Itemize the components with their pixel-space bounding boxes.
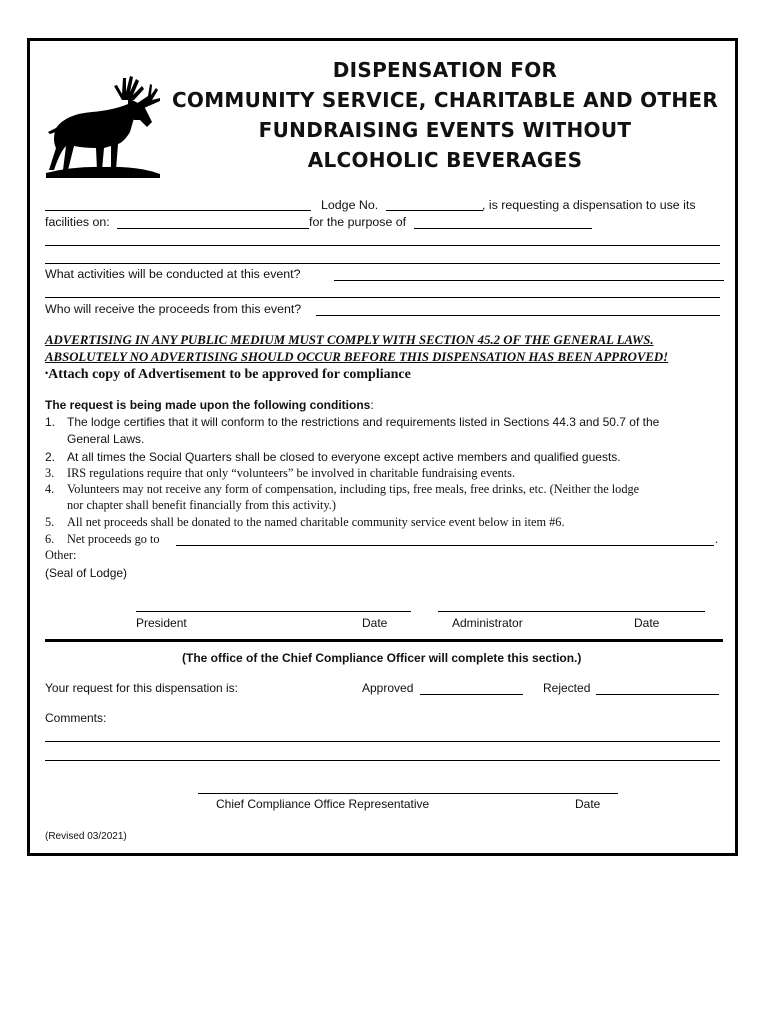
title-line-3: FUNDRAISING EVENTS WITHOUT xyxy=(258,118,632,142)
condition-text: Net proceeds go to xyxy=(67,532,160,546)
section-divider xyxy=(45,639,723,642)
facilities-label: facilities on: xyxy=(45,215,110,229)
condition-text: Volunteers may not receive any form of compensation, including tips, free meals, free drinks, etc. (Neither the lodge xyxy=(67,482,640,496)
condition-number: 2. xyxy=(45,450,56,464)
condition-item-3 xyxy=(45,466,515,481)
representative-signature-line[interactable] xyxy=(198,793,618,794)
net-proceeds-field[interactable] xyxy=(176,545,714,546)
lodge-no-label: Lodge No. xyxy=(321,198,379,212)
seal-label: (Seal of Lodge) xyxy=(45,566,128,580)
condition-text: All net proceeds shall be donated to the named charitable community service event below in item #6. xyxy=(67,515,565,529)
comments-line-2[interactable] xyxy=(45,760,720,761)
administrator-signature-line[interactable] xyxy=(438,611,705,612)
comments-line-1[interactable] xyxy=(45,741,720,742)
compliance-note: (The office of the Chief Compliance Officer will complete this section.) xyxy=(182,651,582,665)
representative-label: Chief Compliance Office Representative xyxy=(216,797,430,811)
administrator-label: Administrator xyxy=(452,616,523,630)
net-proceeds-period: . xyxy=(715,532,719,546)
conditions-heading-colon: : xyxy=(370,398,374,412)
purpose-line-1[interactable] xyxy=(45,245,720,246)
condition-number: 6. xyxy=(45,532,55,546)
condition-item-2 xyxy=(45,450,621,464)
condition-number: 3. xyxy=(45,466,55,480)
condition-text: IRS regulations require that only “volunteers” be involved in charitable fundraising events. xyxy=(67,466,516,480)
activities-field[interactable] xyxy=(334,280,724,281)
condition-text: The lodge certifies that it will conform to the restrictions and requirements listed in Sections 44.3 and 50.7 of the xyxy=(67,415,660,429)
proceeds-label: Who will receive the proceeds from this event? xyxy=(45,302,302,316)
facilities-date-field[interactable] xyxy=(117,228,309,229)
rejected-field[interactable] xyxy=(596,694,719,695)
condition-item-5 xyxy=(45,515,565,530)
activities-line-2[interactable] xyxy=(45,297,720,298)
conditions-heading xyxy=(45,398,374,412)
purpose-field[interactable] xyxy=(414,228,592,229)
condition-item-4-cont: nor chapter shall benefit financially from this activity.) xyxy=(67,498,336,512)
president-signature-line[interactable] xyxy=(136,611,411,612)
lodge-name-field[interactable] xyxy=(45,210,311,211)
approved-field[interactable] xyxy=(420,694,523,695)
president-date-label: Date xyxy=(362,616,388,630)
attach-text: Attach copy of Advertisement to be approved for compliance xyxy=(48,367,411,382)
revision-note: (Revised 03/2021) xyxy=(45,831,127,842)
bullet-icon: • xyxy=(45,368,49,378)
purpose-label: for the purpose of xyxy=(309,215,407,229)
advertising-notice-2: ABSOLUTELY NO ADVERTISING SHOULD OCCUR BEFORE THIS DISPENSATION HAS BEEN APPROVED! xyxy=(45,350,669,364)
administrator-date-label: Date xyxy=(634,616,660,630)
request-status-label: Your request for this dispensation is: xyxy=(45,681,239,695)
title-line-1: DISPENSATION FOR xyxy=(332,58,558,82)
requesting-text: , is requesting a dispensation to use its xyxy=(482,198,696,212)
condition-item-1 xyxy=(45,415,659,429)
condition-text: At all times the Social Quarters shall be closed to everyone except active members and qualified guests. xyxy=(67,450,621,464)
condition-item-6 xyxy=(45,532,160,547)
proceeds-field[interactable] xyxy=(316,315,720,316)
approved-label: Approved xyxy=(362,681,414,695)
purpose-line-2[interactable] xyxy=(45,263,720,264)
condition-number: 4. xyxy=(45,482,55,496)
condition-item-1-cont: General Laws. xyxy=(67,432,145,446)
comments-label: Comments: xyxy=(45,711,107,725)
president-label: President xyxy=(136,616,187,630)
condition-number: 1. xyxy=(45,415,56,429)
attach-instruction xyxy=(45,367,411,383)
other-label: Other: xyxy=(45,548,77,562)
condition-number: 5. xyxy=(45,515,55,529)
lodge-no-field[interactable] xyxy=(386,210,483,211)
title-line-2: COMMUNITY SERVICE, CHARITABLE AND OTHER xyxy=(171,88,719,112)
title-line-4: ALCOHOLIC BEVERAGES xyxy=(307,148,583,172)
moose-icon xyxy=(44,70,162,178)
condition-item-4 xyxy=(45,482,639,497)
representative-date-label: Date xyxy=(575,797,601,811)
conditions-heading-text: The request is being made upon the following conditions xyxy=(45,398,371,412)
rejected-label: Rejected xyxy=(543,681,591,695)
activities-label: What activities will be conducted at this event? xyxy=(45,267,301,281)
advertising-notice-1: ADVERTISING IN ANY PUBLIC MEDIUM MUST COMPLY WITH SECTION 45.2 OF THE GENERAL LAWS. xyxy=(45,333,654,347)
